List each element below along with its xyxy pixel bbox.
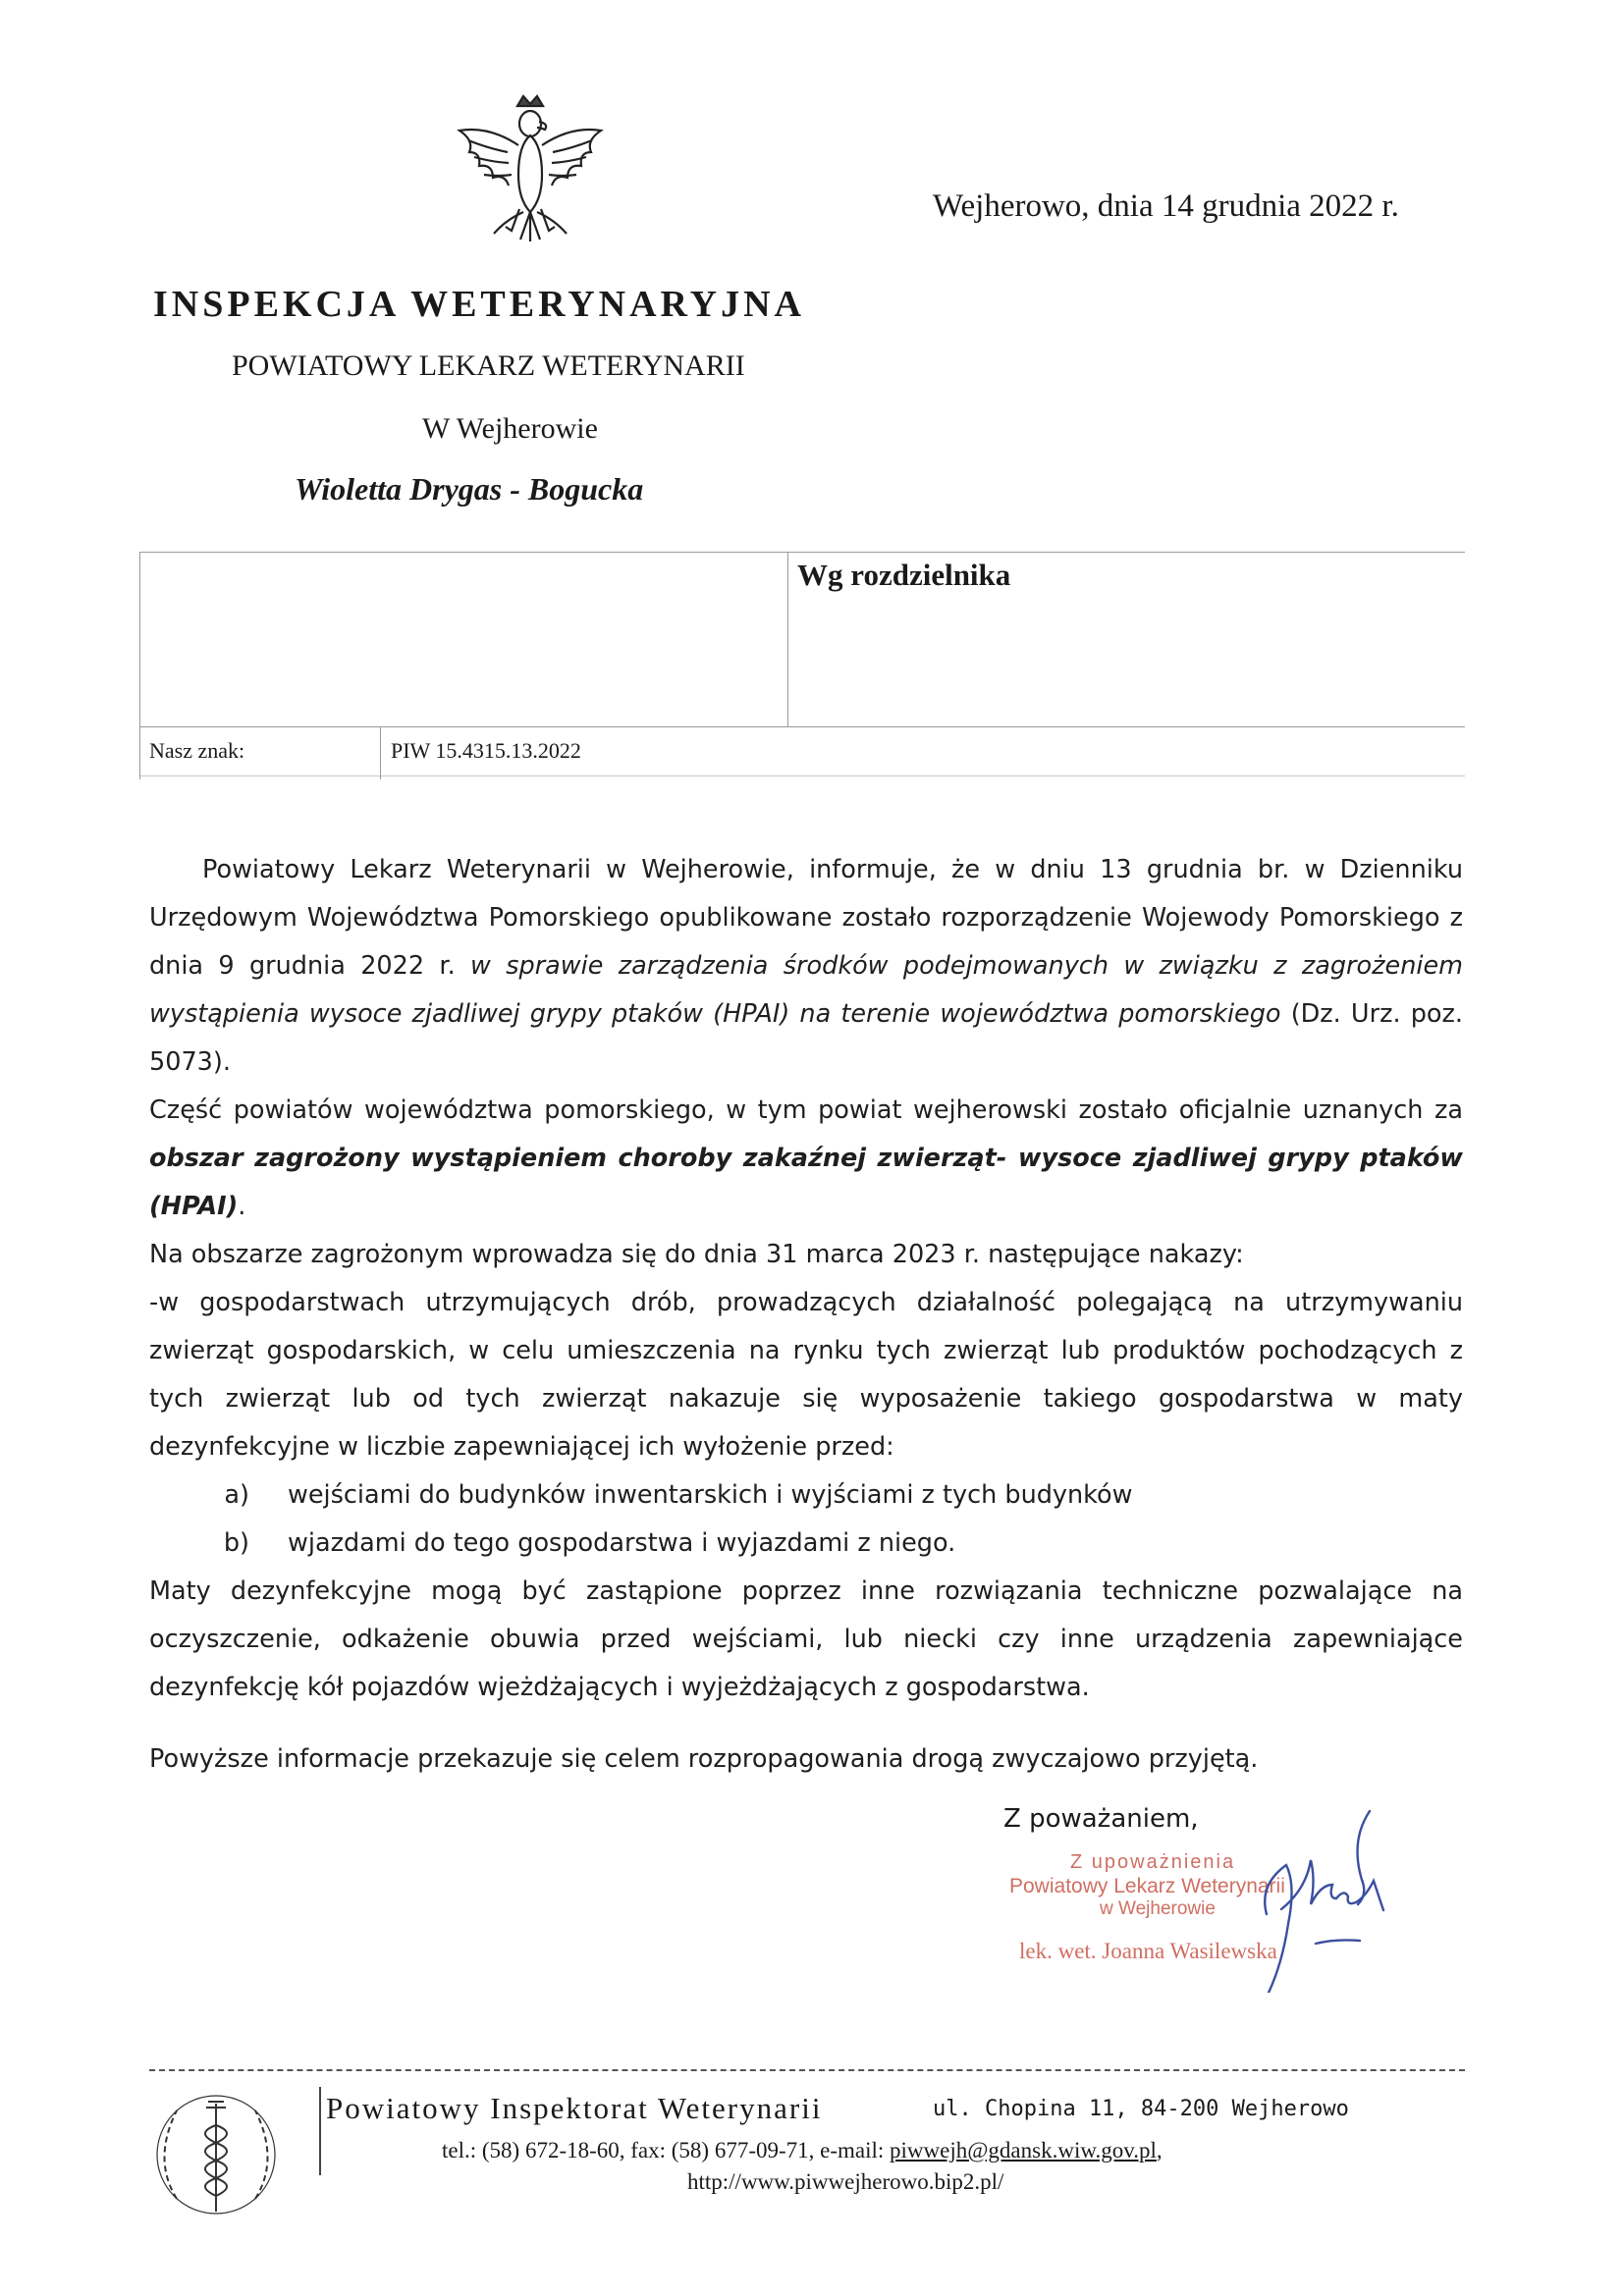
eagle-emblem-icon xyxy=(447,86,614,253)
paragraph-alternatives: Maty dezynfekcyjne mogą być zastąpione poprzez inne rozwiązania techniczne pozwalające na oczyszczenie, odkażenie obuwia przed wejściami, lub niecki czy inne urządzenia zapewniające dezynfekcję kół pojazdów wjeżdżających i wyjeżdżających z gospodarstwa. xyxy=(149,1576,1463,1702)
footer-address: ul. Chopina 11, 84-200 Wejherowo xyxy=(933,2097,1349,2121)
letter-body xyxy=(149,846,1463,1784)
handwritten-signature xyxy=(1208,1796,1404,1993)
paragraph-orders-intro: Na obszarze zagrożonym wprowadza się do dnia 31 marca 2023 r. następujące nakazy: xyxy=(149,1240,1244,1269)
department-city: W Wejherowie xyxy=(422,412,598,445)
reference-number: PIW 15.4315.13.2022 xyxy=(391,738,581,763)
footer-website-link[interactable]: http://www.piwwejherowo.bip2.pl/ xyxy=(687,2169,1004,2194)
footer-vertical-divider xyxy=(319,2087,321,2175)
list-item: b) wjazdami do tego gospodarstwa i wyjazdami z niego. xyxy=(223,1528,956,1558)
entrance-list xyxy=(149,1471,1463,1568)
footer-email-link[interactable]: piwwejh@gdansk.wiw.gov.pl xyxy=(890,2138,1157,2163)
list-item: a) wejściami do budynków inwentarskich i wyjściami z tych budynków xyxy=(224,1480,1133,1510)
authorization-stamp: Z upoważnienia Powiatowy Lekarz Weterynarii w Wejherowie lek. wet. Joanna Wasilewska xyxy=(1009,1851,1285,1963)
reference-label: Nasz znak: xyxy=(149,738,245,763)
official-name: Wioletta Drygas - Bogucka xyxy=(295,471,644,507)
letter-date: Wejherowo, dnia 14 grudnia 2022 r. xyxy=(933,188,1399,224)
paragraph-threatened-area: Część powiatów województwa pomorskiego, w tym powiat wejherowski zostało oficjalnie uznanych za obszar zagrożony wystąpieniem choroby zakaźnej zwierząt- wysoce zjadliwej grypy ptaków (HPAI). xyxy=(149,1095,1463,1221)
department-name: POWIATOWY LEKARZ WETERYNARII xyxy=(232,349,745,382)
paragraph-announcement: Powiatowy Lekarz Weterynarii w Wejherowie, informuje, że w dniu 13 grudnia br. w Dzienniku Urzędowym Województwa Pomorskiego opublikowane zostało rozporządzenie Wojewody Pomorskiego z dnia 9 grudnia 2022 r. w sprawie zarządzenia środków podejmowanych w związku z zagrożeniem wystąpienia wysoce zjadliwej grypy ptaków (HPAI) na terenie województwa pomorskiego (Dz. Urz. poz. 5073). xyxy=(149,855,1463,1077)
threatened-area-emphasis: obszar zagrożony wystąpieniem choroby zakaźnej zwierząt- wysoce zjadliwej grypy ptaków (HPAI) xyxy=(149,1144,1463,1221)
footer-divider xyxy=(149,2069,1465,2071)
paragraph-disinfection-mats: -w gospodarstwach utrzymujących drób, prowadzących działalność polegającą na utrzymywaniu zwierząt gospodarskich, w celu umieszczenia na rynku tych zwierząt lub produktów pochodzących z tych zwierząt lub od tych zwierząt nakazuje się wyposażenie takiego gospodarstwa w maty dezynfekcyjne w liczbie zapewniającej ich wyłożenie przed: xyxy=(149,1288,1463,1462)
institution-name: INSPEKCJA WETERYNARYJNA xyxy=(153,284,805,325)
footer-organization: Powiatowy Inspektorat Weterynarii xyxy=(326,2091,823,2125)
paragraph-dissemination: Powyższe informacje przekazuje się celem rozpropagowania drogą zwyczajowo przyjętą. xyxy=(149,1744,1259,1774)
regulation-title: w sprawie zarządzenia środków podejmowanych w związku z zagrożeniem wystąpienia wysoce zjadliwej grypy ptaków (HPAI) na terenie województwa pomorskiego xyxy=(149,951,1463,1029)
recipient: Wg rozdzielnika xyxy=(797,558,1011,592)
closing-regards: Z poważaniem, xyxy=(1003,1804,1199,1834)
footer-contact: tel.: (58) 672-18-60, fax: (58) 677-09-71, e-mail: piwwejh@gdansk.wiw.gov.pl, xyxy=(442,2138,1163,2163)
caduceus-emblem-icon xyxy=(147,2086,285,2223)
